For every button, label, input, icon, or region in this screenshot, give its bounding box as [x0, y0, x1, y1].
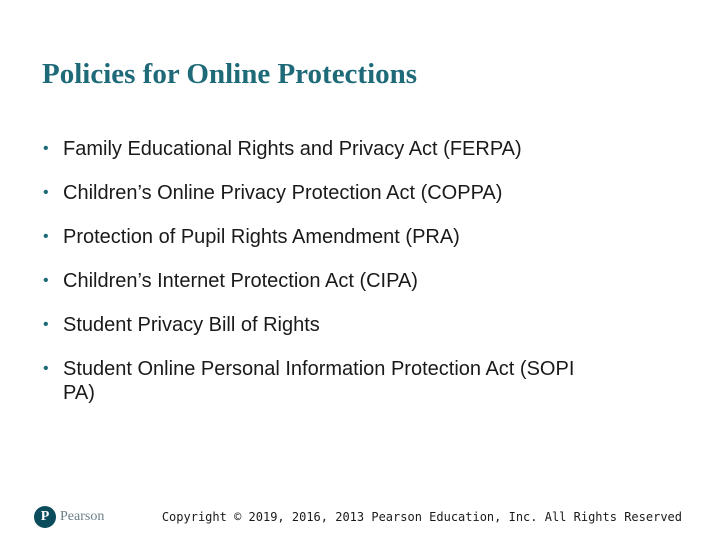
list-item	[43, 357, 683, 405]
pearson-logo	[34, 505, 104, 529]
bullet-icon: •	[43, 360, 49, 377]
bullet-text: Protection of Pupil Rights Amendment (PRA)	[63, 226, 460, 248]
slide-title: Policies for Online Protections	[42, 58, 418, 90]
bullet-text: Children’s Online Privacy Protection Act (COPPA)	[63, 182, 503, 204]
bullet-icon: •	[43, 184, 49, 201]
list-item	[43, 181, 683, 205]
list-item	[43, 137, 683, 161]
bullet-icon: •	[43, 140, 49, 157]
bullet-icon: •	[43, 228, 49, 245]
bullet-text: Student Privacy Bill of Rights	[63, 314, 320, 336]
list-item	[43, 269, 683, 293]
bullet-text: Children’s Internet Protection Act (CIPA)	[63, 270, 418, 292]
bullet-text: Student Online Personal Information Protection Act (SOPI	[63, 358, 575, 380]
bullet-text: Family Educational Rights and Privacy Act (FERPA)	[63, 138, 522, 160]
list-item	[43, 225, 683, 249]
bullet-icon: •	[43, 316, 49, 333]
bullet-text-continued: PA)	[63, 382, 95, 404]
list-item	[43, 313, 683, 337]
bullet-icon: •	[43, 272, 49, 289]
pearson-logo-text: Pearson	[60, 509, 105, 524]
copyright-notice: Copyright © 2019, 2016, 2013 Pearson Education, Inc. All Rights Reserved	[161, 510, 682, 524]
pearson-logo-icon: P	[34, 506, 56, 528]
bullet-list	[43, 137, 683, 425]
